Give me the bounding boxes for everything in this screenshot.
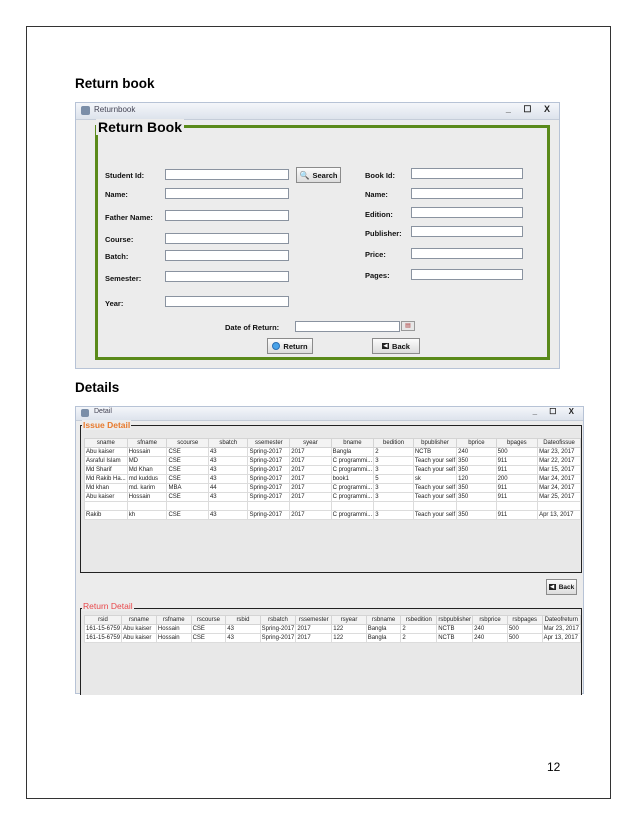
table-cell: 500 — [507, 625, 542, 634]
table-cell: Spring-2017 — [248, 475, 290, 484]
table-cell: 3 — [374, 457, 414, 466]
table-cell: NCTB — [437, 634, 473, 643]
student-id-label: Student Id: — [105, 171, 145, 180]
search-icon: 🔍 — [299, 170, 310, 180]
table-cell: Hossain — [127, 493, 167, 502]
table-cell: Mar 23, 2017 — [538, 448, 581, 457]
table-cell: CSE — [191, 625, 226, 634]
table-cell: NCTB — [413, 448, 456, 457]
book-id-label: Book Id: — [365, 171, 395, 180]
table-header-row — [85, 616, 581, 625]
table-cell: Teach your self — [414, 485, 456, 491]
table-cell: 500 — [496, 448, 537, 457]
table-cell: 2017 — [290, 448, 331, 457]
pages-field[interactable] — [411, 269, 523, 280]
course-label: Course: — [105, 235, 134, 244]
table-cell: Md Khan — [127, 466, 167, 475]
table-cell: C programmi... — [332, 512, 373, 518]
back-arrow-icon: ◀ — [550, 584, 555, 590]
table-row[interactable] — [85, 502, 581, 511]
student-id-field[interactable] — [165, 169, 289, 180]
app-icon — [81, 409, 89, 417]
table-cell: Md Sharif — [85, 466, 128, 475]
table-cell: Hossain — [156, 634, 191, 643]
table-cell: Apr 13, 2017 — [542, 634, 580, 643]
column-header[interactable]: rsbpages — [507, 616, 542, 625]
table-cell: 3 — [374, 493, 414, 502]
column-header[interactable]: bedition — [374, 439, 414, 448]
column-header[interactable]: rsid — [85, 616, 122, 625]
table-cell: 2017 — [290, 457, 331, 466]
table-cell: 911 — [496, 511, 537, 520]
table-cell — [85, 502, 128, 511]
table-cell: Spring-2017 — [248, 493, 290, 502]
table-cell: 350 — [457, 457, 496, 466]
issue-detail-table — [84, 438, 581, 520]
table-row[interactable] — [85, 448, 581, 457]
column-header[interactable]: bpages — [496, 439, 537, 448]
table-cell: 2017 — [290, 466, 331, 475]
price-label: Price: — [365, 250, 386, 259]
table-cell: Spring-2017 — [248, 448, 290, 457]
table-cell: Teach your self — [414, 458, 456, 464]
table-cell — [496, 502, 537, 511]
table-cell: 120 — [457, 475, 496, 484]
table-cell: 3 — [374, 466, 414, 475]
table-cell: book1 — [331, 475, 374, 484]
table-cell: 350 — [457, 493, 496, 502]
table-cell: CSE — [167, 466, 209, 475]
table-cell: Spring-2017 — [261, 635, 295, 641]
table-cell: md kuddus — [127, 475, 167, 484]
window-controls-icon[interactable]: _ ☐ X — [505, 104, 555, 114]
table-cell: 43 — [208, 511, 247, 520]
table-cell — [374, 502, 414, 511]
column-header[interactable]: rsbedition — [401, 616, 437, 625]
return-detail-table — [84, 615, 581, 643]
table-cell: 122 — [332, 634, 366, 643]
table-cell: CSE — [167, 448, 209, 457]
table-cell: Md Rakib Ha... — [86, 476, 126, 482]
search-button-label: Search — [312, 170, 338, 180]
table-cell — [538, 502, 581, 511]
name-field[interactable] — [165, 188, 289, 199]
table-row[interactable] — [85, 511, 581, 520]
semester-label: Semester: — [105, 274, 142, 283]
table-cell: 43 — [208, 448, 247, 457]
table-cell: MD — [127, 457, 167, 466]
table-cell: CSE — [167, 475, 209, 484]
table-cell: Bangla — [366, 634, 401, 643]
table-cell: Rakib — [85, 511, 128, 520]
table-cell: 5 — [374, 475, 414, 484]
table-cell: kh — [127, 511, 167, 520]
table-cell: 43 — [208, 457, 247, 466]
date-of-return-label: Date of Return: — [225, 323, 280, 332]
batch-label: Batch: — [105, 252, 129, 261]
publisher-field[interactable] — [411, 226, 523, 237]
column-header[interactable]: rsbprice — [473, 616, 508, 625]
table-cell: Spring-2017 — [248, 511, 290, 520]
date-of-return-field[interactable] — [295, 321, 400, 332]
back-arrow-icon: ◀ — [383, 343, 388, 349]
table-cell: 350 — [457, 484, 496, 493]
table-cell: Spring-2017 — [248, 484, 290, 493]
table-cell: 43 — [226, 634, 260, 643]
table-row[interactable] — [85, 484, 581, 493]
table-cell: 2 — [401, 634, 437, 643]
table-cell: C programmi... — [332, 485, 373, 491]
batch-field[interactable] — [165, 250, 289, 261]
page-number: 12 — [547, 760, 561, 774]
table-row[interactable] — [85, 475, 581, 484]
edition-field[interactable] — [411, 207, 523, 218]
column-header[interactable]: rscourse — [191, 616, 226, 625]
return-detail-panel — [80, 608, 582, 695]
table-cell: Apr 13, 2017 — [538, 511, 581, 520]
app-icon — [81, 106, 90, 115]
column-header[interactable]: bname — [331, 439, 374, 448]
table-cell — [167, 502, 209, 511]
table-row[interactable] — [85, 493, 581, 502]
table-header-row — [85, 439, 581, 448]
table-row[interactable] — [85, 466, 581, 475]
search-button[interactable] — [296, 167, 341, 183]
table-cell: Abu kaiser — [122, 625, 157, 634]
table-cell: C programmi... — [332, 494, 373, 500]
table-cell: 2017 — [290, 484, 331, 493]
table-row[interactable] — [85, 634, 581, 643]
table-row[interactable] — [85, 457, 581, 466]
course-field[interactable] — [165, 233, 289, 244]
table-cell: 2017 — [296, 634, 332, 643]
table-cell: Bangla — [331, 448, 374, 457]
table-cell: CSE — [191, 634, 226, 643]
table-cell: 2017 — [290, 511, 331, 520]
table-cell: MBA — [167, 484, 209, 493]
table-cell: 350 — [457, 511, 496, 520]
title-bar — [76, 407, 583, 421]
column-header[interactable]: rsbname — [366, 616, 401, 625]
detail-back-label: Back — [558, 583, 575, 591]
table-cell: Asraful Islam — [85, 457, 128, 466]
table-cell: 350 — [457, 466, 496, 475]
table-cell — [331, 502, 374, 511]
table-cell: 3 — [374, 511, 414, 520]
column-header[interactable]: rssemester — [296, 616, 332, 625]
table-cell: NCTB — [437, 625, 473, 634]
table-cell — [127, 502, 167, 511]
table-cell — [290, 502, 331, 511]
group-title: Return Book — [98, 119, 182, 135]
table-cell: 43 — [226, 625, 260, 634]
publisher-label: Publisher: — [365, 229, 402, 238]
title-bar — [76, 103, 559, 120]
column-header[interactable]: rsyear — [332, 616, 366, 625]
table-cell: 240 — [473, 634, 508, 643]
year-label: Year: — [105, 299, 124, 308]
table-cell: md. karim — [127, 484, 167, 493]
father-name-field[interactable] — [165, 210, 289, 221]
return-icon — [272, 342, 280, 350]
table-row[interactable] — [85, 625, 581, 634]
table-cell: CSE — [167, 511, 209, 520]
column-header[interactable]: rsname — [122, 616, 157, 625]
table-cell: Mar 23, 2017 — [543, 626, 579, 632]
table-cell: Hossain — [127, 448, 167, 457]
table-cell: 200 — [496, 475, 537, 484]
column-header[interactable]: sname — [85, 439, 128, 448]
issue-detail-title: Issue Detail — [83, 420, 131, 430]
name-label: Name: — [105, 190, 128, 199]
table-cell: Md khan — [85, 484, 128, 493]
detail-back-button[interactable] — [546, 579, 577, 595]
table-cell: Abu kaiser — [122, 634, 157, 643]
table-cell: Spring-2017 — [261, 626, 295, 632]
table-cell: 2017 — [296, 625, 332, 634]
return-detail-title: Return Detail — [83, 601, 133, 611]
back-button[interactable] — [372, 338, 420, 354]
column-header[interactable]: sbatch — [208, 439, 247, 448]
table-cell: C programmi... — [332, 458, 373, 464]
year-field[interactable] — [165, 296, 289, 307]
back-button-label: Back — [392, 341, 410, 351]
table-cell — [457, 502, 496, 511]
calendar-icon[interactable]: ▤ — [401, 321, 415, 331]
table-cell: 161-15-6759 — [86, 635, 121, 641]
window-controls-icon[interactable]: _ ☐ X — [532, 407, 579, 416]
table-cell: Abu kaiser — [85, 448, 128, 457]
window-title: Detail — [94, 408, 112, 415]
table-cell: 122 — [332, 625, 366, 634]
semester-field[interactable] — [165, 271, 289, 282]
table-cell: Spring-2017 — [248, 457, 290, 466]
table-cell: 3 — [374, 484, 414, 493]
table-cell: C programmi... — [332, 467, 373, 473]
table-cell: 911 — [496, 493, 537, 502]
table-cell: Mar 22, 2017 — [538, 457, 581, 466]
table-cell: 240 — [457, 448, 496, 457]
table-cell: 240 — [473, 625, 508, 634]
table-cell — [248, 502, 290, 511]
book-id-field[interactable] — [411, 168, 523, 179]
return-button[interactable] — [267, 338, 313, 354]
column-header[interactable]: sfname — [127, 439, 167, 448]
table-cell: CSE — [167, 493, 209, 502]
table-cell: 2017 — [290, 493, 331, 502]
pages-label: Pages: — [365, 271, 390, 280]
return-button-label: Return — [283, 341, 308, 351]
table-cell: Teach your self — [414, 494, 456, 500]
details-heading: Details — [75, 380, 120, 395]
table-cell: 911 — [496, 457, 537, 466]
column-header[interactable]: bprice — [457, 439, 496, 448]
column-header[interactable]: bpublisher — [413, 439, 456, 448]
price-field[interactable] — [411, 248, 523, 259]
table-cell: 43 — [208, 475, 247, 484]
table-cell: 2 — [401, 625, 437, 634]
column-header[interactable]: ssemester — [248, 439, 290, 448]
return-book-heading: Return book — [75, 76, 155, 91]
table-cell: 911 — [496, 466, 537, 475]
column-header[interactable]: scourse — [167, 439, 209, 448]
column-header[interactable]: rsfname — [156, 616, 191, 625]
table-cell: Mar 24, 2017 — [538, 484, 581, 493]
table-cell: Hossain — [156, 625, 191, 634]
table-cell: Spring-2017 — [248, 466, 290, 475]
window-title: Returnbook — [94, 105, 136, 114]
table-cell: 2017 — [290, 475, 331, 484]
column-header[interactable]: Dateofissue — [538, 439, 581, 448]
table-cell: 43 — [208, 493, 247, 502]
column-header[interactable]: rsbatch — [260, 616, 296, 625]
table-cell: 2 — [374, 448, 414, 457]
table-cell: Abu kaiser — [85, 493, 128, 502]
detail-window — [75, 406, 584, 694]
table-cell: 911 — [496, 484, 537, 493]
table-cell — [413, 502, 456, 511]
table-cell: Teach your self — [414, 512, 456, 518]
table-cell: Bangla — [366, 625, 401, 634]
issue-detail-panel — [80, 425, 582, 573]
table-cell: CSE — [167, 457, 209, 466]
table-cell: 161-15-6759 — [86, 626, 121, 632]
column-header[interactable]: rsbpublisher — [438, 617, 472, 623]
column-header[interactable]: syear — [290, 439, 331, 448]
table-cell: Mar 25, 2017 — [538, 493, 581, 502]
table-cell: Mar 15, 2017 — [538, 466, 581, 475]
table-cell: 43 — [208, 466, 247, 475]
edition-label: Edition: — [365, 210, 393, 219]
table-cell: Mar 24, 2017 — [538, 475, 581, 484]
column-header[interactable]: rsbid — [226, 616, 260, 625]
table-cell: sk — [413, 475, 456, 484]
table-cell — [208, 502, 247, 511]
table-cell: 500 — [507, 634, 542, 643]
book-name-label: Name: — [365, 190, 388, 199]
table-cell: 44 — [208, 484, 247, 493]
table-cell: Teach your self — [414, 467, 456, 473]
column-header[interactable]: Dateofreturn — [542, 616, 580, 625]
returnbook-window — [75, 102, 560, 369]
father-name-label: Father Name: — [105, 213, 153, 222]
book-name-field[interactable] — [411, 188, 523, 199]
